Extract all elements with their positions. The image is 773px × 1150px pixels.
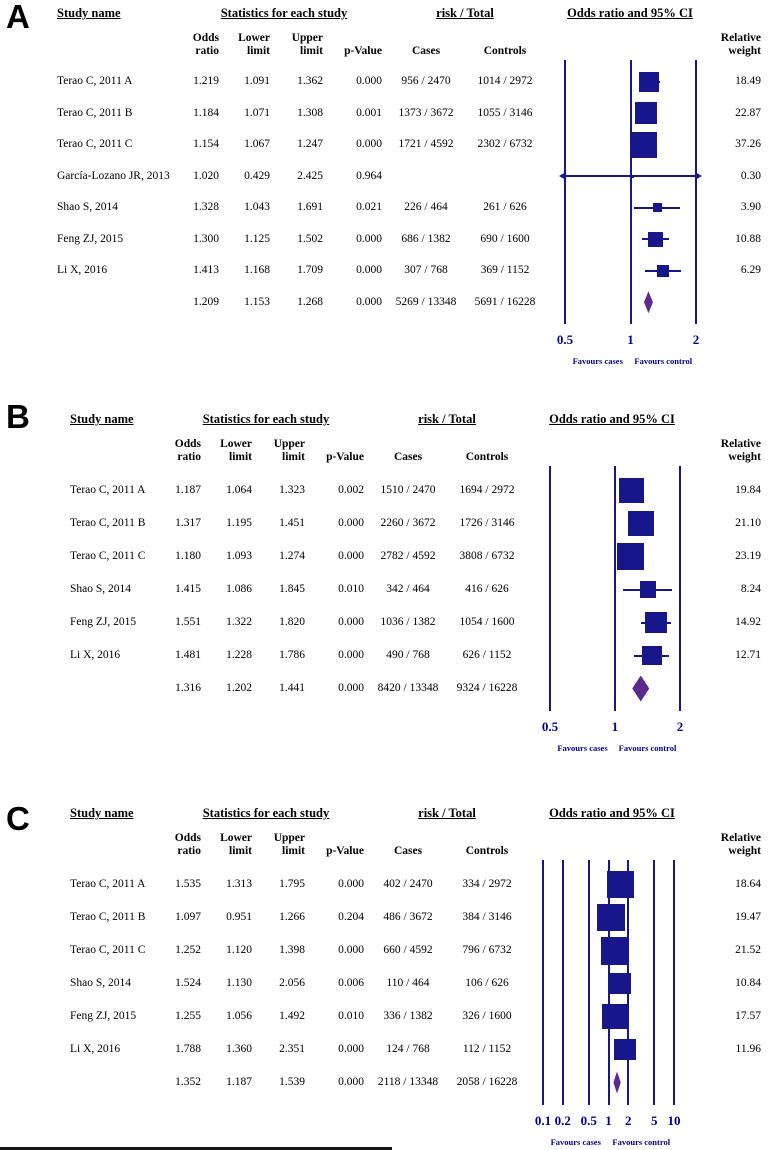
lower-limit-value: 1.064 <box>226 484 252 497</box>
axis-tick-label: 2 <box>676 719 684 734</box>
favours-control-label: Favours control <box>634 356 693 366</box>
odds-ratio-value: 1.352 <box>175 1076 201 1089</box>
p-value-column-header: p-Value <box>326 845 364 858</box>
or-square-marker <box>602 1004 628 1030</box>
controls-risk-total: 690 / 1600 <box>480 232 530 245</box>
odds-ratio-value: 1.219 <box>193 75 219 88</box>
study-name: Terao C, 2011 C <box>70 944 146 957</box>
axis-tick-label: 0.1 <box>534 1113 552 1128</box>
p-value: 0.000 <box>356 264 382 277</box>
favours-cases-label: Favours cases <box>572 356 623 366</box>
panel-letter: A <box>6 0 30 35</box>
summary-diamond <box>644 291 653 313</box>
study-name: Terao C, 2011 C <box>57 138 133 151</box>
ci-arrow-right-icon <box>695 172 702 180</box>
study-name: Terao C, 2011 C <box>70 550 146 563</box>
or-square-marker <box>601 937 629 965</box>
lower-limit-value: 1.130 <box>226 977 252 990</box>
upper-limit-value: 1.266 <box>279 911 305 924</box>
or-square-marker <box>639 72 659 92</box>
odds-ratio-value: 1.413 <box>193 264 219 277</box>
axis-line <box>679 466 681 711</box>
cases-column-header: Cases <box>393 845 423 858</box>
panel-c <box>0 780 773 1150</box>
cases-column-header: Cases <box>411 45 441 58</box>
or-square-marker <box>628 511 654 537</box>
upper-limit-value: 2.056 <box>279 977 305 990</box>
or-square-marker <box>648 232 663 247</box>
p-value: 0.000 <box>356 232 382 245</box>
upper-limit-value: 1.441 <box>279 682 305 695</box>
odds-ratio-value: 1.481 <box>175 649 201 662</box>
upper-limit-value: 1.709 <box>297 264 323 277</box>
cases-risk-total: 2782 / 4592 <box>380 550 436 563</box>
axis-tick-label: 2 <box>624 1113 632 1128</box>
p-value: 0.000 <box>356 138 382 151</box>
column-headers-row <box>0 438 773 464</box>
relative-weight-column-header: Relative weight <box>720 832 761 858</box>
upper-limit-value: 1.247 <box>297 138 323 151</box>
controls-risk-total: 1694 / 2972 <box>459 484 515 497</box>
or-square-marker <box>597 904 624 931</box>
relative-weight-value: 18.49 <box>735 75 761 88</box>
p-value: 0.000 <box>338 616 364 629</box>
study-name: Terao C, 2011 A <box>70 878 146 891</box>
upper-limit-value: 1.398 <box>279 944 305 957</box>
relative-weight-value: 37.26 <box>735 138 761 151</box>
study-name: Shao S, 2014 <box>57 201 119 214</box>
relative-weight-column-header: Relative weight <box>720 32 761 58</box>
odds-ratio-value: 1.415 <box>175 583 201 596</box>
upper-limit-value: 1.786 <box>279 649 305 662</box>
axis-line <box>562 860 564 1105</box>
or-square-marker <box>653 203 662 212</box>
cases-risk-total: 486 / 3672 <box>383 911 433 924</box>
axis-line <box>588 860 590 1105</box>
or-square-marker <box>631 132 658 159</box>
study-name: Li X, 2016 <box>57 264 108 277</box>
odds-ratio-ci-header: Odds ratio and 95% CI <box>549 412 675 426</box>
cases-risk-total: 1373 / 3672 <box>398 106 454 119</box>
odds-ratio-value: 1.097 <box>175 911 201 924</box>
odds-ratio-column-header: Odds ratio <box>174 832 201 858</box>
or-square-marker <box>642 646 662 666</box>
upper-limit-value: 1.451 <box>279 517 305 530</box>
lower-limit-value: 1.093 <box>226 550 252 563</box>
upper-limit-value: 1.274 <box>279 550 305 563</box>
or-square-marker <box>631 175 634 178</box>
relative-weight-value: 3.90 <box>740 201 761 214</box>
controls-risk-total: 1726 / 3146 <box>459 517 515 530</box>
controls-risk-total: 626 / 1152 <box>462 649 512 662</box>
lower-limit-value: 1.091 <box>244 75 270 88</box>
panel-a <box>0 0 773 390</box>
cases-risk-total: 1721 / 4592 <box>398 138 454 151</box>
odds-ratio-value: 1.184 <box>193 106 219 119</box>
p-value: 0.006 <box>338 977 364 990</box>
p-value-column-header: p-Value <box>344 45 382 58</box>
controls-risk-total: 1014 / 2972 <box>477 75 533 88</box>
axis-tick-label: 10 <box>667 1113 681 1128</box>
odds-ratio-column-header: Odds ratio <box>192 32 219 58</box>
axis-line <box>653 860 655 1105</box>
or-square-marker <box>640 581 656 597</box>
controls-risk-total: 384 / 3146 <box>462 911 512 924</box>
lower-limit-value: 1.067 <box>244 138 270 151</box>
lower-limit-column-header: Lower limit <box>220 438 252 464</box>
relative-weight-value: 19.84 <box>735 484 761 497</box>
lower-limit-value: 0.951 <box>226 911 252 924</box>
axis-tick-label: 0.5 <box>556 332 574 347</box>
relative-weight-value: 10.88 <box>735 232 761 245</box>
upper-limit-value: 1.795 <box>279 878 305 891</box>
panel-letter: C <box>6 800 30 837</box>
controls-risk-total: 369 / 1152 <box>480 264 530 277</box>
relative-weight-value: 8.24 <box>740 583 761 596</box>
lower-limit-value: 1.313 <box>226 878 252 891</box>
lower-limit-column-header: Lower limit <box>238 32 270 58</box>
lower-limit-value: 1.195 <box>226 517 252 530</box>
cases-risk-total: 2118 / 13348 <box>377 1076 439 1089</box>
axis-line <box>673 860 675 1105</box>
relative-weight-value: 14.92 <box>735 616 761 629</box>
odds-ratio-column-header: Odds ratio <box>174 438 201 464</box>
forest-plot-area <box>540 860 715 1105</box>
axis-line <box>564 60 566 324</box>
favours-cases-label: Favours cases <box>557 743 608 753</box>
study-name: Terao C, 2011 B <box>57 106 133 119</box>
controls-risk-total: 3808 / 6732 <box>459 550 515 563</box>
cases-risk-total: 336 / 1382 <box>383 1010 433 1023</box>
upper-limit-value: 1.845 <box>279 583 305 596</box>
risk-total-header: risk / Total <box>436 6 494 20</box>
controls-risk-total: 5691 / 16228 <box>474 295 536 308</box>
cases-risk-total: 490 / 768 <box>386 649 430 662</box>
p-value: 0.010 <box>338 1010 364 1023</box>
statistics-header: Statistics for each study <box>202 806 330 820</box>
statistics-header: Statistics for each study <box>202 412 330 426</box>
odds-ratio-value: 1.788 <box>175 1043 201 1056</box>
summary-diamond <box>632 676 649 702</box>
upper-limit-value: 2.425 <box>297 169 323 182</box>
axis-line <box>614 466 616 711</box>
p-value: 0.000 <box>356 295 382 308</box>
lower-limit-value: 1.071 <box>244 106 270 119</box>
upper-limit-column-header: Upper limit <box>291 32 323 58</box>
upper-limit-value: 1.323 <box>279 484 305 497</box>
or-square-marker <box>607 871 634 898</box>
odds-ratio-value: 1.551 <box>175 616 201 629</box>
axis-line <box>695 60 697 324</box>
study-name: Terao C, 2011 A <box>70 484 146 497</box>
lower-limit-value: 1.043 <box>244 201 270 214</box>
risk-total-header: risk / Total <box>418 412 476 426</box>
summary-diamond <box>613 1072 620 1094</box>
p-value: 0.000 <box>338 517 364 530</box>
p-value: 0.964 <box>356 169 382 182</box>
upper-limit-value: 1.539 <box>279 1076 305 1089</box>
upper-limit-value: 1.691 <box>297 201 323 214</box>
odds-ratio-ci-header: Odds ratio and 95% CI <box>549 806 675 820</box>
study-name: Li X, 2016 <box>70 649 121 662</box>
p-value: 0.001 <box>356 106 382 119</box>
cases-risk-total: 342 / 464 <box>386 583 430 596</box>
controls-risk-total: 112 / 1152 <box>462 1043 512 1056</box>
cases-risk-total: 5269 / 13348 <box>395 295 457 308</box>
relative-weight-value: 21.52 <box>735 944 761 957</box>
p-value: 0.010 <box>338 583 364 596</box>
study-name-header: Study name <box>70 412 134 426</box>
or-square-marker <box>635 102 657 124</box>
relative-weight-value: 10.84 <box>735 977 761 990</box>
odds-ratio-value: 1.252 <box>175 944 201 957</box>
lower-limit-value: 1.125 <box>244 232 270 245</box>
odds-ratio-value: 1.328 <box>193 201 219 214</box>
upper-limit-column-header: Upper limit <box>273 438 305 464</box>
p-value: 0.000 <box>338 944 364 957</box>
p-value: 0.002 <box>338 484 364 497</box>
study-name: Terao C, 2011 A <box>57 75 133 88</box>
odds-ratio-value: 1.154 <box>193 138 219 151</box>
controls-risk-total: 9324 / 16228 <box>456 682 518 695</box>
controls-risk-total: 1055 / 3146 <box>477 106 533 119</box>
cases-risk-total: 110 / 464 <box>386 977 430 990</box>
axis-tick-label: 1 <box>627 332 634 347</box>
upper-limit-value: 1.362 <box>297 75 323 88</box>
upper-limit-value: 1.268 <box>297 295 323 308</box>
panel-letter: B <box>6 398 30 435</box>
cases-risk-total: 307 / 768 <box>404 264 448 277</box>
cases-risk-total: 1510 / 2470 <box>380 484 436 497</box>
cases-risk-total: 2260 / 3672 <box>380 517 436 530</box>
study-name: García-Lozano JR, 2013 <box>57 169 170 182</box>
cases-risk-total: 1036 / 1382 <box>380 616 436 629</box>
lower-limit-value: 1.086 <box>226 583 252 596</box>
study-name: Feng ZJ, 2015 <box>70 1010 137 1023</box>
odds-ratio-value: 1.317 <box>175 517 201 530</box>
odds-ratio-value: 1.300 <box>193 232 219 245</box>
upper-limit-value: 1.308 <box>297 106 323 119</box>
lower-limit-value: 1.168 <box>244 264 270 277</box>
odds-ratio-value: 1.187 <box>175 484 201 497</box>
forest-plot-area <box>540 466 715 711</box>
upper-limit-column-header: Upper limit <box>273 832 305 858</box>
axis-line <box>630 60 632 324</box>
controls-risk-total: 1054 / 1600 <box>459 616 515 629</box>
lower-limit-value: 1.187 <box>226 1076 252 1089</box>
p-value: 0.000 <box>338 878 364 891</box>
axis-line <box>549 466 551 711</box>
or-square-marker <box>619 478 644 503</box>
odds-ratio-value: 1.180 <box>175 550 201 563</box>
controls-risk-total: 334 / 2972 <box>462 878 512 891</box>
controls-column-header: Controls <box>483 45 527 58</box>
controls-risk-total: 261 / 626 <box>483 201 527 214</box>
column-headers-row <box>0 832 773 858</box>
or-square-marker <box>617 543 644 570</box>
relative-weight-value: 0.30 <box>740 169 761 182</box>
controls-risk-total: 2302 / 6732 <box>477 138 533 151</box>
or-square-marker <box>610 973 630 993</box>
column-headers-row <box>0 32 773 58</box>
controls-risk-total: 416 / 626 <box>465 583 509 596</box>
lower-limit-value: 1.153 <box>244 295 270 308</box>
relative-weight-value: 21.10 <box>735 517 761 530</box>
odds-ratio-ci-header: Odds ratio and 95% CI <box>567 6 693 20</box>
ci-arrow-left-icon <box>559 172 566 180</box>
lower-limit-value: 1.322 <box>226 616 252 629</box>
lower-limit-column-header: Lower limit <box>220 832 252 858</box>
p-value: 0.021 <box>356 201 382 214</box>
risk-total-header: risk / Total <box>418 806 476 820</box>
favours-cases-label: Favours cases <box>550 1137 601 1147</box>
or-square-marker <box>614 1039 635 1060</box>
favours-control-label: Favours control <box>618 743 677 753</box>
upper-limit-value: 1.492 <box>279 1010 305 1023</box>
axis-tick-label: 0.5 <box>541 719 559 734</box>
axis-tick-label: 5 <box>651 1113 658 1128</box>
study-name-header: Study name <box>70 806 134 820</box>
odds-ratio-value: 1.524 <box>175 977 201 990</box>
cases-column-header: Cases <box>393 451 423 464</box>
upper-limit-value: 1.502 <box>297 232 323 245</box>
axis-tick-label: 1 <box>611 719 619 734</box>
lower-limit-value: 0.429 <box>244 169 270 182</box>
controls-risk-total: 326 / 1600 <box>462 1010 512 1023</box>
odds-ratio-value: 1.209 <box>193 295 219 308</box>
favours-control-label: Favours control <box>612 1137 671 1147</box>
p-value: 0.000 <box>338 550 364 563</box>
odds-ratio-value: 1.255 <box>175 1010 201 1023</box>
p-value: 0.000 <box>356 75 382 88</box>
p-value: 0.000 <box>338 1076 364 1089</box>
controls-column-header: Controls <box>465 845 509 858</box>
study-name: Terao C, 2011 B <box>70 911 146 924</box>
cases-risk-total: 8420 / 13348 <box>377 682 439 695</box>
statistics-header: Statistics for each study <box>220 6 348 20</box>
study-name-header: Study name <box>57 6 121 20</box>
or-square-marker <box>645 612 667 634</box>
forest-plot-area <box>540 60 715 324</box>
relative-weight-value: 6.29 <box>740 264 761 277</box>
upper-limit-value: 2.351 <box>279 1043 305 1056</box>
controls-risk-total: 796 / 6732 <box>462 944 512 957</box>
cases-risk-total: 686 / 1382 <box>401 232 451 245</box>
controls-risk-total: 2058 / 16228 <box>456 1076 518 1089</box>
axis-line <box>542 860 544 1105</box>
lower-limit-value: 1.360 <box>226 1043 252 1056</box>
odds-ratio-value: 1.020 <box>193 169 219 182</box>
relative-weight-value: 22.87 <box>735 106 761 119</box>
lower-limit-value: 1.120 <box>226 944 252 957</box>
lower-limit-value: 1.228 <box>226 649 252 662</box>
lower-limit-value: 1.202 <box>226 682 252 695</box>
panel-b <box>0 390 773 780</box>
upper-limit-value: 1.820 <box>279 616 305 629</box>
p-value-column-header: p-Value <box>326 451 364 464</box>
relative-weight-value: 12.71 <box>735 649 761 662</box>
relative-weight-value: 18.64 <box>735 878 761 891</box>
p-value: 0.000 <box>338 649 364 662</box>
lower-limit-value: 1.056 <box>226 1010 252 1023</box>
cases-risk-total: 402 / 2470 <box>383 878 433 891</box>
controls-risk-total: 106 / 626 <box>465 977 509 990</box>
relative-weight-value: 19.47 <box>735 911 761 924</box>
study-name: Feng ZJ, 2015 <box>57 232 124 245</box>
p-value: 0.000 <box>338 682 364 695</box>
or-square-marker <box>657 265 669 277</box>
controls-column-header: Controls <box>465 451 509 464</box>
p-value: 0.204 <box>338 911 364 924</box>
study-name: Feng ZJ, 2015 <box>70 616 137 629</box>
axis-tick-label: 0.2 <box>554 1113 571 1128</box>
study-name: Shao S, 2014 <box>70 583 132 596</box>
odds-ratio-value: 1.535 <box>175 878 201 891</box>
study-name: Terao C, 2011 B <box>70 517 146 530</box>
cases-risk-total: 660 / 4592 <box>383 944 433 957</box>
axis-tick-label: 2 <box>692 332 700 347</box>
odds-ratio-value: 1.316 <box>175 682 201 695</box>
relative-weight-value: 11.96 <box>735 1043 761 1056</box>
axis-tick-label: 0.5 <box>580 1113 597 1128</box>
cases-risk-total: 226 / 464 <box>404 201 448 214</box>
relative-weight-value: 17.57 <box>735 1010 761 1023</box>
cases-risk-total: 124 / 768 <box>386 1043 430 1056</box>
study-name: Li X, 2016 <box>70 1043 121 1056</box>
axis-tick-label: 1 <box>605 1113 612 1128</box>
p-value: 0.000 <box>338 1043 364 1056</box>
cases-risk-total: 956 / 2470 <box>401 75 451 88</box>
study-name: Shao S, 2014 <box>70 977 132 990</box>
relative-weight-column-header: Relative weight <box>720 438 761 464</box>
relative-weight-value: 23.19 <box>735 550 761 563</box>
